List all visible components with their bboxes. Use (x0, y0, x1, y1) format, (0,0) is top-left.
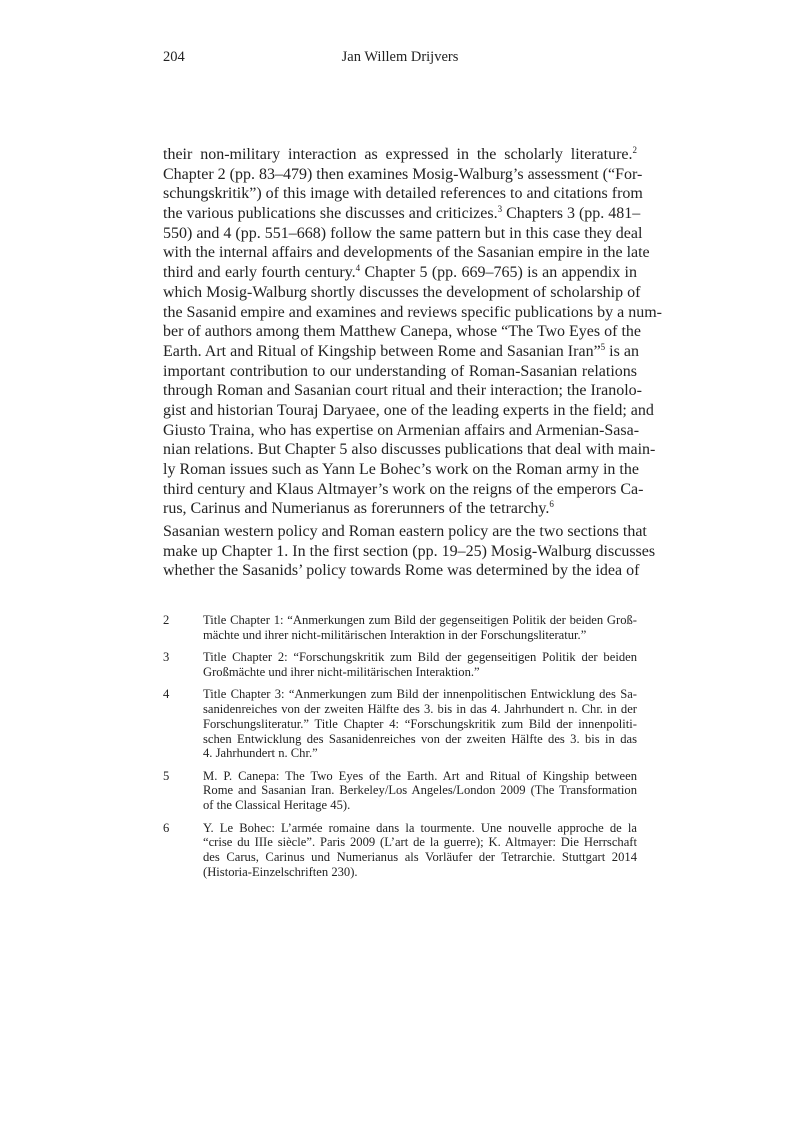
text-line (163, 263, 637, 283)
text-line (163, 401, 654, 421)
text-line (163, 522, 647, 542)
text-line (163, 145, 637, 165)
text-line (163, 561, 640, 581)
footnote-line: Forschungsliteratur.” Title Chapter 4: “Forschungskritik zum Bild der innenpoliti- (203, 716, 637, 731)
text-line (163, 440, 656, 460)
text-line (163, 381, 642, 401)
text-line (163, 542, 656, 562)
text-segment: Chapters 3 (pp. 481– (502, 205, 641, 223)
text-line (163, 204, 641, 224)
footnote-line: Y. Le Bohec: L’armée romaine dans la tourmente. Une nouvelle approche de la (203, 820, 637, 835)
paragraph (163, 522, 656, 581)
footnote-number: 6 (163, 820, 170, 835)
text-segment: important contribution to our understanding of Roman-Sasanian relations (163, 362, 637, 380)
footnote (163, 650, 637, 680)
text-segment: third century and Klaus Altmayer’s work on the reigns of the emperors Ca- (163, 480, 644, 498)
text-segment: 550) and 4 (pp. 551–668) follow the same pattern but in this case they deal (163, 224, 643, 242)
footnote-line: “crise du IIIe siècle”. Paris 2009 (L’art de la guerre); K. Altmayer: Die Herrschaft (203, 835, 637, 850)
text-line (163, 165, 643, 185)
text-segment: Sasanian western policy and Roman eastern policy are the two sections that (163, 523, 647, 541)
running-head: Jan Willem Drijvers (341, 49, 459, 65)
page-number: 204 (163, 49, 185, 65)
footnote-number: 5 (163, 768, 170, 783)
text-line (163, 480, 644, 500)
footnote-reference: 2 (632, 145, 637, 155)
footnote (163, 821, 637, 880)
footnote-number: 3 (163, 650, 170, 665)
text-line (163, 460, 637, 480)
text-segment: the various publications she discusses and criticizes. (163, 205, 498, 223)
text-segment: with the internal affairs and developments of the Sasanian empire in the late (163, 244, 650, 262)
text-line (163, 322, 642, 342)
footnote-line: Title Chapter 2: “Forschungskritik zum Bild der gegenseitigen Politik der beiden (203, 650, 637, 665)
text-line (163, 303, 662, 323)
footnote-reference: 6 (549, 499, 554, 510)
text-segment: make up Chapter 1. In the first section (pp. 19–25) Mosig-Walburg discusses (163, 542, 656, 560)
text-line (163, 184, 643, 204)
text-segment: gist and historian Touraj Daryaee, one of the leading experts in the field; and (163, 401, 654, 419)
footnote-reference: 4 (355, 263, 361, 274)
footnote-line: M. P. Canepa: The Two Eyes of the Earth. Art and Ritual of Kingship between (203, 768, 637, 783)
footnote (163, 613, 637, 643)
text-line (163, 342, 637, 362)
footnote-line: of the Classical Heritage 45). (203, 798, 351, 813)
text-segment: nian relations. But Chapter 5 also discusses publications that deal with main- (163, 441, 656, 459)
text-segment: Giusto Traina, who has expertise on Armenian affairs and Armenian-Sasa- (163, 421, 640, 439)
text-line (163, 243, 650, 263)
footnote-line: Title Chapter 1: “Anmerkungen zum Bild der gegenseitigen Politik der beiden Groß- (203, 613, 637, 627)
footnote (163, 687, 637, 761)
footnote-line: schen Entwicklung des Sasanidenreiches von der zweiten Hälfte des 3. bis in das (203, 731, 637, 746)
text-segment: whether the Sasanids’ policy towards Rome was determined by the idea of (163, 562, 640, 580)
text-line (163, 421, 640, 441)
footnote-line: Title Chapter 3: “Anmerkungen zum Bild der innenpolitischen Entwicklung des Sa- (203, 687, 637, 702)
text-segment: the Sasanid empire and examines and reviews specific publications by a num- (163, 303, 662, 321)
footnote-line: Großmächte und ihrer nicht-militärischen Interaktion.” (203, 664, 480, 679)
text-segment: Chapter 2 (pp. 83–479) then examines Mosig-Walburg’s assessment (“For- (163, 165, 643, 183)
footnote-number: 2 (163, 613, 170, 627)
footnote-number: 4 (163, 687, 170, 702)
text-segment: is an (605, 342, 639, 360)
text-line (163, 224, 643, 244)
text-segment: through Roman and Sasanian court ritual and their interaction; the Iranolo- (163, 382, 642, 400)
footnote-reference: 5 (600, 341, 606, 352)
footnote-line: mächte und ihrer nicht-militärischen Interaktion in der Forschungsliteratur.” (203, 627, 587, 642)
text-segment: Earth. Art and Ritual of Kingship between Rome and Sasanian Iran” (163, 342, 601, 360)
body-text (163, 145, 662, 581)
text-segment: ber of authors among them Matthew Canepa, whose “The Two Eyes of the (163, 323, 642, 341)
paragraph (163, 145, 662, 519)
text-segment: Chapter 5 (pp. 669–765) is an appendix in (360, 264, 637, 282)
text-segment: schungskritik”) of this image with detailed references to and citations from (163, 185, 643, 203)
text-line (163, 362, 637, 382)
text-segment: rus, Carinus and Numerianus as forerunners of the tetrarchy. (163, 500, 550, 518)
text-segment: third and early fourth century. (163, 264, 356, 282)
text-segment: which Mosig-Walburg shortly discusses the development of scholarship of (163, 283, 641, 301)
footnote-line: des Carus, Carinus und Numerianus als Vorläufer der Tetrarchie. Stuttgart 2014 (203, 850, 637, 865)
footnote-reference: 3 (497, 204, 503, 215)
footnotes (163, 613, 637, 887)
footnote-line: 4. Jahrhundert n. Chr.” (203, 746, 318, 761)
text-segment: ly Roman issues such as Yann Le Bohec’s work on the Roman army in the (163, 461, 639, 478)
text-segment: their non-military interaction as expressed in the scholarly literature. (163, 146, 633, 163)
text-line (163, 499, 637, 519)
footnote-line: Rome and Sasanian Iran. Berkeley/Los Angeles/London 2009 (The Transformation (203, 783, 637, 798)
footnote-line: (Historia-Einzelschriften 230). (203, 864, 358, 879)
footnote-line: sanidenreiches von der zweiten Hälfte des 3. bis in das 4. Jahrhundert n. Chr. in der (203, 701, 637, 716)
footnote (163, 769, 637, 813)
text-line (163, 283, 641, 303)
